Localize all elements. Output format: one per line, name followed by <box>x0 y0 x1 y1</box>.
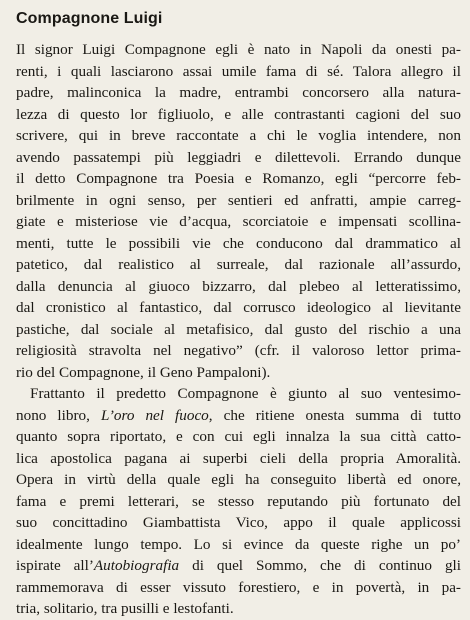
text-line: quanto sopra riportato, e con cui egli innalza la sua città catto- <box>16 428 461 445</box>
text-line: Frattanto il predetto Compagnone è giunto al suo ventesimo- <box>30 385 461 402</box>
text-line: renti, i quali lasciarono assai umile fama di sé. Talora allegro il <box>16 62 461 80</box>
book-title: L’oro nel fuoco <box>100 406 209 424</box>
book-title: Autobiografia <box>93 557 180 574</box>
text-line: giate e misteriose vie d’acqua, scorciatoie e impensati scollina- <box>16 213 461 230</box>
text-line: Il signor Luigi Compagnone egli è nato in Napoli da onesti pa- <box>16 41 461 58</box>
text-line: pastiche, dal sociale al metafisico, dal gusto del rischio a una <box>16 320 461 338</box>
text-line: brilmente in ogni senso, per sentieri ed anfratti, ampie carreg- <box>16 191 461 209</box>
paragraph-1 <box>16 39 461 383</box>
page-title: Compagnone Luigi <box>16 10 163 27</box>
text-line: Opera in virtù della quale egli ha conseguito libertà ed onore, <box>16 471 461 488</box>
text-line: scrivere, qui in breve raccontate a chi le voglia intendere, non <box>16 127 461 144</box>
text-line-with-title <box>16 555 461 577</box>
text-line: lezza di questo lor figliuolo, e alle contrastanti cagioni del suo <box>16 105 461 123</box>
text-line: padre, malinconica la madre, entrambi concorsero alla natura- <box>16 84 461 101</box>
text-line: suo concittadino Giambattista Vico, appo il quale applicossi <box>16 514 461 531</box>
text-line: menti, tutte le possibili vie che conducono dal drammatico al <box>16 234 461 252</box>
text-line: lica apostolica pagana ai superbi cieli della propria Amoralità. <box>16 449 461 467</box>
text-line: il detto Compagnone tra Poesia e Romanzo, egli “percorre feb- <box>16 170 461 187</box>
text-segment: di quel Sommo, che di continuo gli <box>179 557 461 574</box>
text-line: religiosità stravolta nel negativo” (cfr. il valoroso lettor prima- <box>16 342 461 359</box>
text-line: patetico, dal realistico al surreale, dal razionale all’assurdo, <box>16 256 461 273</box>
text-segment: , che ritiene onesta summa di tutto <box>208 406 461 424</box>
text-line: tria, solitario, tra pusilli e lestofanti. <box>16 600 234 617</box>
text-line: rammemorava di esser vissuto forestiero, e in povertà, in pa- <box>16 578 461 596</box>
text-line: dalla denuncia al giuoco bizzarro, dal plebeo al letteratissimo, <box>16 277 461 295</box>
paragraph-2 <box>16 383 461 620</box>
text-line: rio del Compagnone, il Geno Pampaloni). <box>16 363 271 381</box>
text-line: fama e premi letterari, se stesso reputando più fortunato del <box>16 492 461 510</box>
text-line: avendo passatempi più leggiadri e dilettevoli. Errando dunque <box>16 148 461 166</box>
text-line-with-title <box>16 405 461 427</box>
text-line: dal cronistico al fantastico, dal corrusco ideologico al lievitante <box>16 299 461 316</box>
text-segment: nono libro, <box>16 406 101 424</box>
text-line: idealmente lungo tempo. Lo si evince da queste righe un po’ <box>16 535 461 553</box>
text-segment: ispirate all’ <box>16 557 94 574</box>
